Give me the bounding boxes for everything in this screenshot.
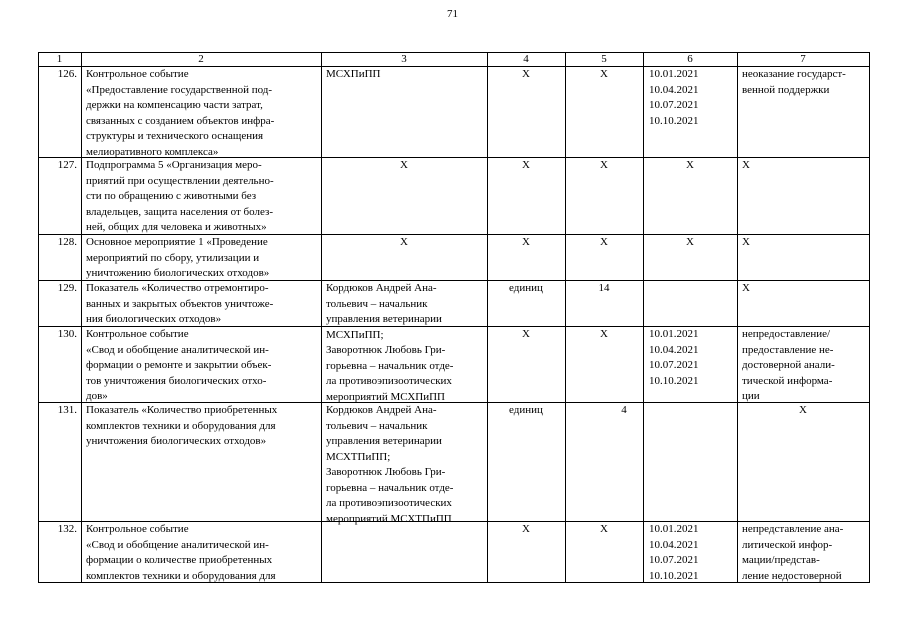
- row-col7: ление недостоверной: [742, 569, 842, 582]
- control-date: 10.07.2021: [649, 554, 699, 566]
- row-name: комплектов техники и оборудования для: [86, 419, 276, 432]
- row-number: 131.: [57, 404, 77, 416]
- control-date: 10.04.2021: [649, 538, 699, 551]
- merged-executor: горьевна – начальник отде-: [326, 359, 454, 372]
- row-executor: ла противоэпизоотических: [326, 497, 452, 509]
- row-col7: Х: [799, 404, 807, 416]
- row-name: «Предоставление государственной под-: [86, 83, 273, 96]
- control-date: 10.01.2021: [649, 523, 699, 535]
- control-date: 10.01.2021: [649, 68, 699, 80]
- row-name: комплектов техники и оборудования для: [86, 569, 276, 582]
- row-name: владельцев, защита населения от болез-: [86, 205, 274, 218]
- column-header: 4: [523, 53, 529, 65]
- row-col5: Х: [600, 523, 608, 535]
- row-col5: Х: [600, 159, 608, 171]
- page-number: 71: [447, 8, 458, 20]
- control-date: 10.07.2021: [649, 359, 699, 371]
- row-executor: Кордюков Андрей Ана-: [326, 404, 437, 416]
- row-col7: предоставление не-: [742, 343, 834, 356]
- row-name: дов»: [86, 390, 108, 402]
- row-executor: мероприятий МСХТПиПП: [326, 512, 452, 525]
- row-col7: ции: [742, 390, 760, 402]
- row-col7: непредставление ана-: [742, 523, 844, 535]
- row-executor: Заворотнюк Любовь Гри-: [326, 466, 446, 478]
- row-col7: венной поддержки: [742, 83, 830, 96]
- merged-executor: ла противоэпизоотических: [326, 375, 452, 387]
- merged-executor: управления ветеринарии: [326, 313, 442, 325]
- row-name: мелиоративного комплекса»: [86, 145, 219, 158]
- merged-executor: тольевич – начальник: [326, 297, 428, 310]
- row-name: Основное мероприятие 1 «Проведение: [86, 236, 268, 248]
- row-col7: мации/представ-: [742, 554, 820, 566]
- merged-executor: Заворотнюк Любовь Гри-: [326, 344, 446, 356]
- row-col5: Х: [600, 236, 608, 248]
- row-name: формации о количестве приобретенных: [86, 554, 273, 566]
- row-name: ванных и закрытых объектов уничтоже-: [86, 297, 274, 310]
- row-number: 128.: [57, 236, 77, 248]
- column-header: 1: [56, 53, 63, 65]
- row-name: сти по обращению с животными без: [86, 190, 257, 202]
- row-col5: Х: [600, 68, 608, 80]
- column-border: [38, 52, 39, 583]
- row-name: ния биологических отходов»: [86, 313, 222, 325]
- row-col7: Х: [742, 236, 750, 248]
- control-date: 10.01.2021: [649, 328, 699, 340]
- column-header: 3: [401, 53, 407, 65]
- column-border: [81, 52, 82, 583]
- row-col6: Х: [686, 236, 694, 248]
- row-name: Контрольное событие: [86, 523, 189, 535]
- row-executor: Х: [400, 159, 408, 171]
- row-col7: непредоставление/: [742, 328, 831, 340]
- row-executor: МСХПиПП: [326, 68, 381, 80]
- column-header: 5: [601, 53, 607, 65]
- merged-executor: МСХПиПП;: [326, 328, 384, 341]
- row-name: держки на компенсацию части затрат,: [86, 99, 263, 111]
- row-executor: МСХТПиПП;: [326, 450, 391, 463]
- row-col4: Х: [522, 523, 530, 535]
- row-name: структуры и технического оснащения: [86, 130, 264, 142]
- row-name: Контрольное событие: [86, 328, 189, 340]
- row-name: Показатель «Количество отремонтиро-: [86, 282, 269, 294]
- row-col7: Х: [742, 282, 750, 294]
- merged-executor: Кордюков Андрей Ана-: [326, 282, 437, 294]
- control-date: 10.04.2021: [649, 343, 699, 356]
- row-col5: 4: [621, 404, 627, 416]
- row-name: «Свод и обобщение аналитической ин-: [86, 538, 269, 551]
- column-border: [565, 52, 566, 583]
- row-number: 127.: [57, 159, 77, 171]
- row-executor: управления ветеринарии: [326, 435, 442, 447]
- control-date: 10.07.2021: [649, 99, 699, 111]
- control-date: 10.10.2021: [649, 374, 699, 387]
- merged-executor: мероприятий МСХПиПП: [326, 390, 446, 403]
- control-date: 10.04.2021: [649, 83, 699, 96]
- row-number: 126.: [57, 68, 77, 80]
- row-name: уничтожению биологических отходов»: [86, 267, 270, 279]
- column-header: 6: [687, 53, 693, 65]
- row-col5: 14: [598, 282, 610, 294]
- row-name: формации о ремонте и закрытии объек-: [86, 359, 272, 371]
- column-header: 7: [800, 53, 806, 65]
- row-executor: горьевна – начальник отде-: [326, 481, 454, 494]
- row-col7: достоверной анали-: [742, 359, 835, 371]
- row-name: ней, общих для человека и животных»: [86, 221, 267, 233]
- row-col4: Х: [522, 68, 530, 80]
- column-border: [487, 52, 488, 583]
- column-header: 2: [198, 53, 204, 65]
- row-col7: неоказание государст-: [742, 68, 846, 80]
- row-col5: Х: [600, 328, 608, 340]
- row-col4: Х: [522, 328, 530, 340]
- row-name: Подпрограмма 5 «Организация меро-: [86, 159, 262, 171]
- row-name: уничтожения биологических отходов»: [86, 435, 267, 447]
- row-name: приятий при осуществлении деятельно-: [86, 174, 274, 187]
- row-name: тов уничтожения биологических отхо-: [86, 374, 267, 387]
- column-border: [321, 52, 322, 583]
- row-col7: Х: [742, 159, 750, 171]
- row-col4: Х: [522, 159, 530, 171]
- column-border: [643, 52, 644, 583]
- column-border: [737, 52, 738, 583]
- row-executor: Х: [400, 236, 408, 248]
- row-number: 132.: [57, 523, 77, 535]
- control-date: 10.10.2021: [649, 569, 699, 582]
- row-number: 129.: [57, 282, 77, 294]
- column-border: [869, 52, 870, 583]
- control-date: 10.10.2021: [649, 114, 699, 127]
- row-col7: литической инфор-: [742, 538, 833, 551]
- row-col4: единиц: [509, 282, 543, 294]
- row-col4: Х: [522, 236, 530, 248]
- row-number: 130.: [57, 328, 77, 340]
- row-name: мероприятий по сбору, утилизации и: [86, 251, 260, 264]
- row-name: Показатель «Количество приобретенных: [86, 404, 278, 416]
- row-name: Контрольное событие: [86, 68, 189, 80]
- row-col4: единиц: [509, 404, 543, 416]
- row-executor: тольевич – начальник: [326, 419, 428, 432]
- row-name: связанных с созданием объектов инфра-: [86, 114, 275, 127]
- row-col7: тической информа-: [742, 374, 833, 387]
- row-col6: Х: [686, 159, 694, 171]
- row-name: «Свод и обобщение аналитической ин-: [86, 343, 269, 356]
